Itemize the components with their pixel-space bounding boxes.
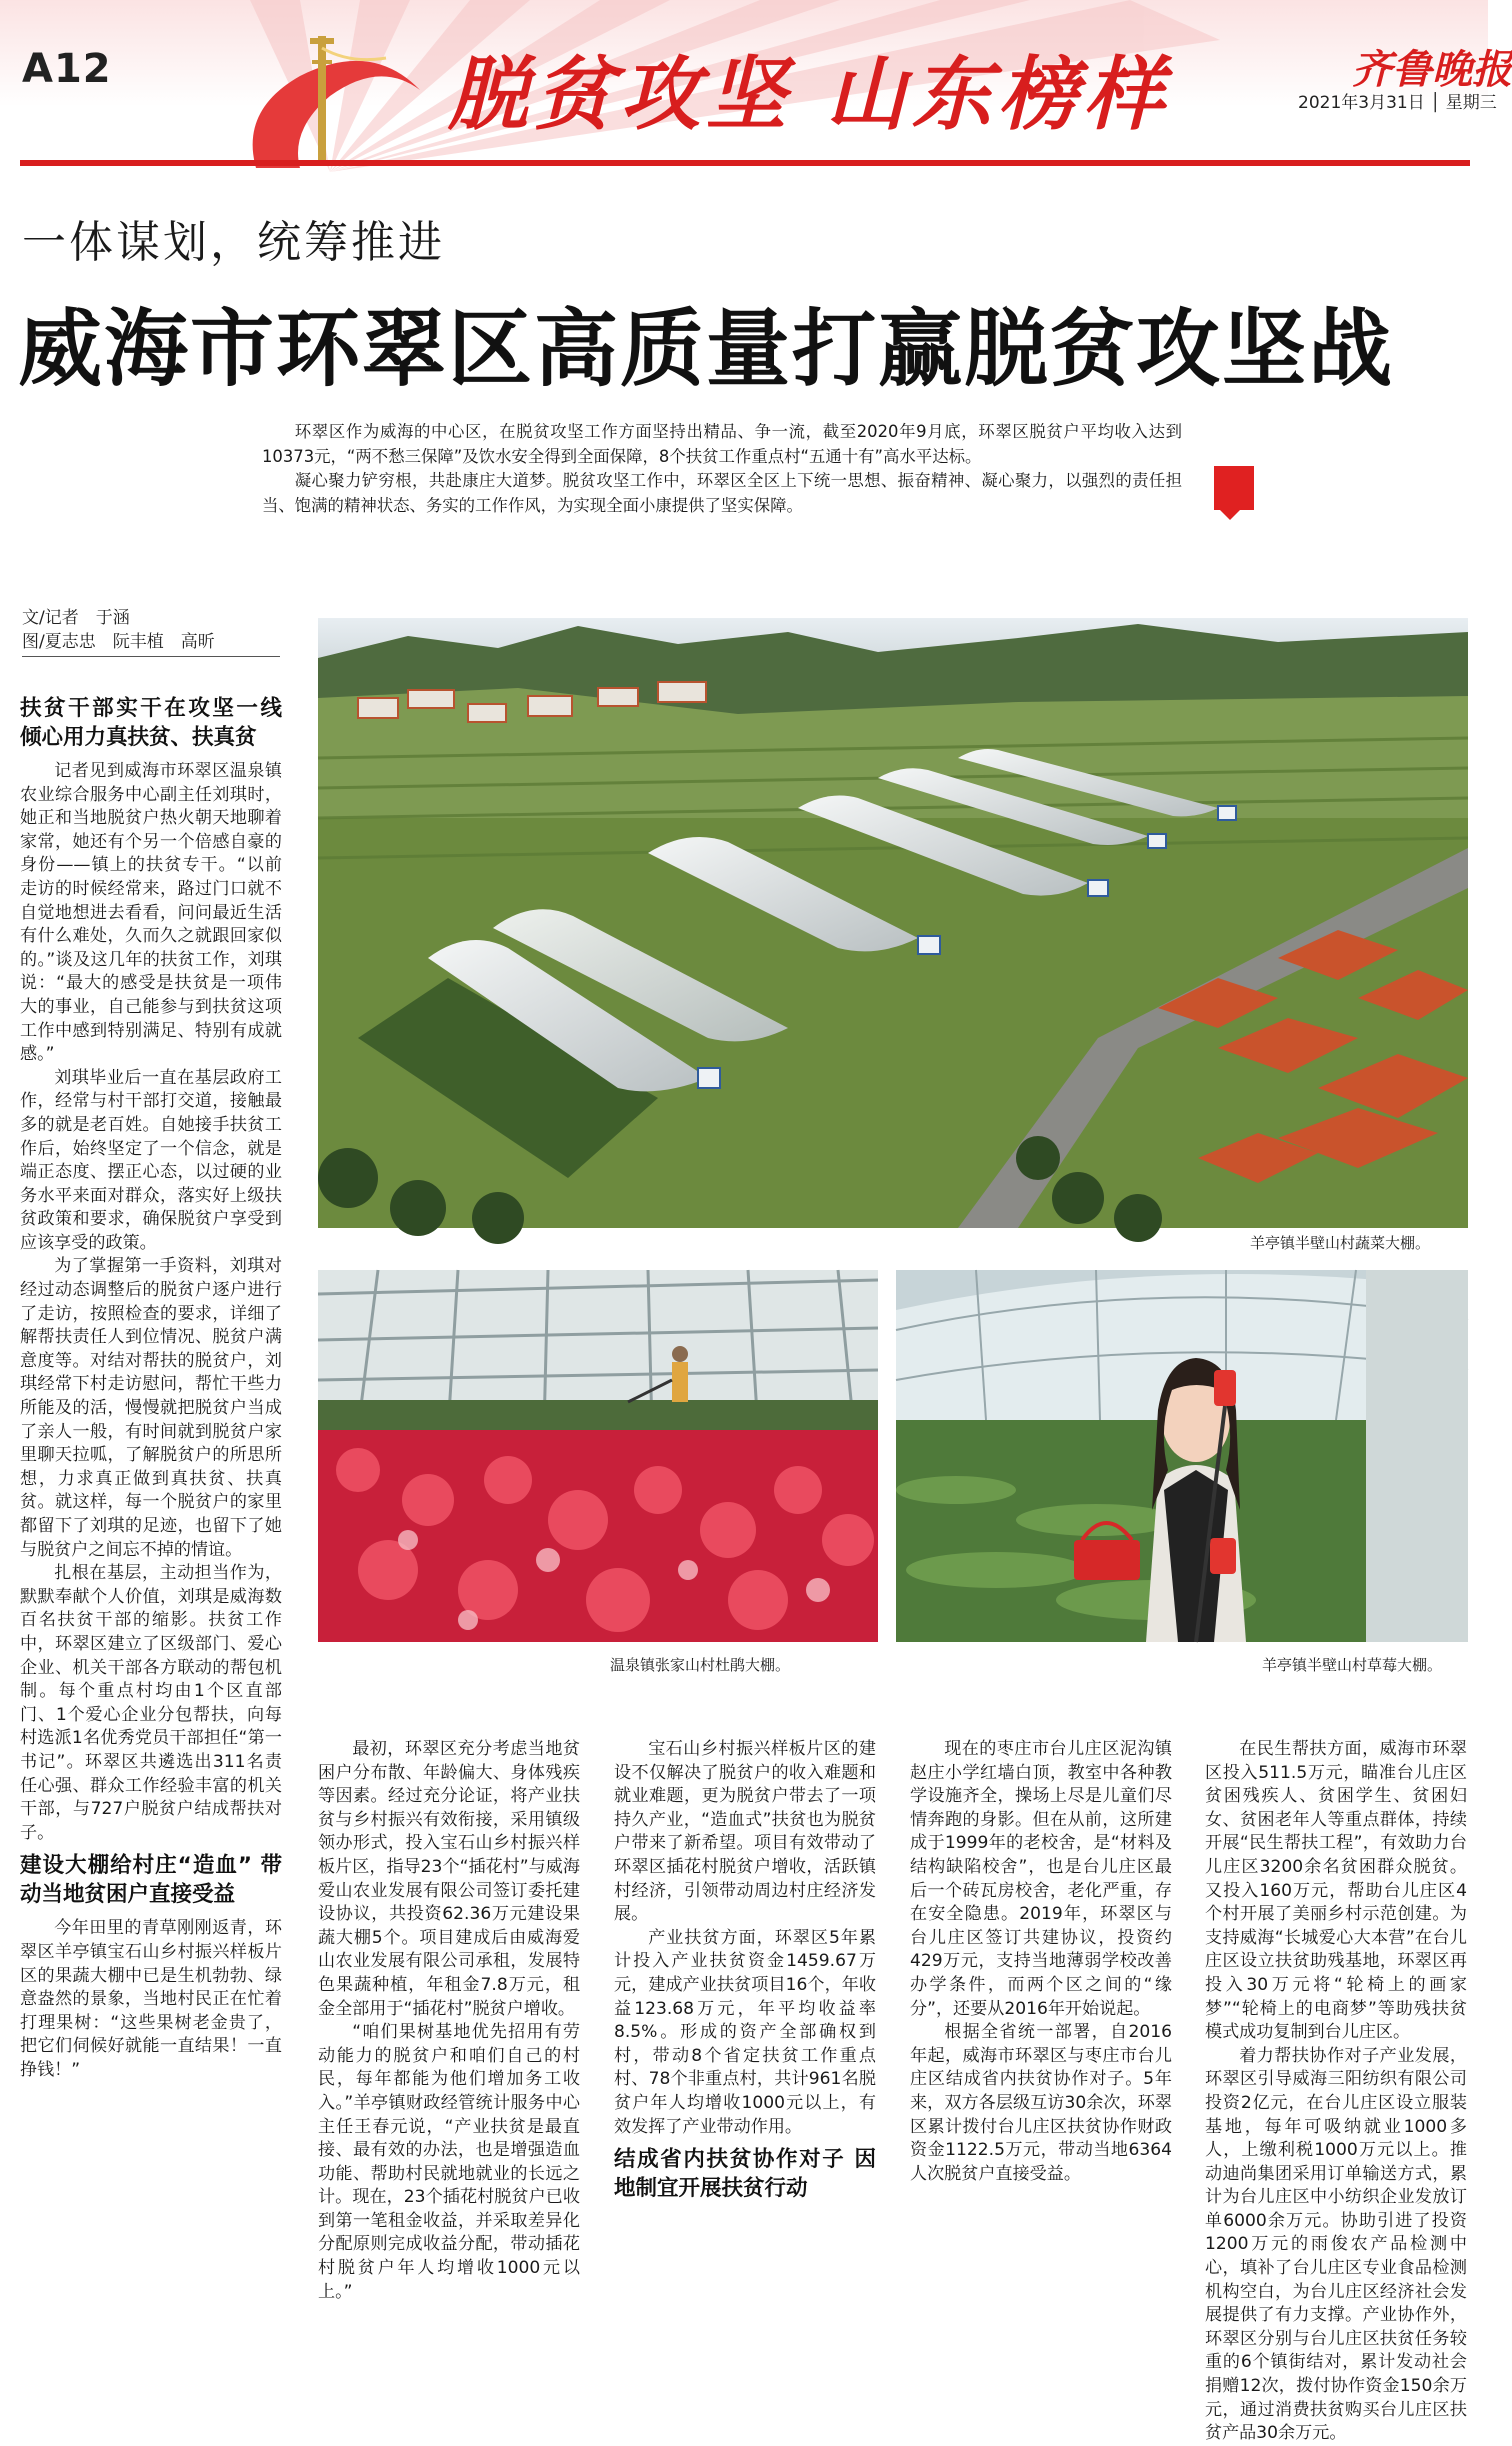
azalea-greenhouse-photo [318, 1270, 878, 1642]
issue-date-separator: │ [1430, 93, 1441, 113]
article-lead [262, 420, 1182, 518]
issue-weekday: 星期三 [1445, 93, 1497, 113]
article-column-bottom-3 [910, 1738, 1172, 2378]
greenhouse-aerial-photo [318, 618, 1468, 1228]
lead-marker-tail [1218, 508, 1242, 520]
phone-icon [1210, 1538, 1236, 1574]
body-paragraph: 今年田里的青草刚刚返青，环翠区羊亭镇宝石山乡村振兴样板片区的果蔬大棚中已是生机勃勃、绿意盎然的景象，当地村民正在忙着打理果树：“这些果树老金贵了，把它们伺候好就能一直结果！一直挣钱！” [20, 1918, 282, 2080]
article-column-left [20, 688, 282, 2368]
section-heading: 结成省内扶贫协作对子 因地制宜开展扶贫行动 [614, 2147, 876, 2202]
section-heading: 建设大棚给村庄“造血” 带动当地贫困户直接受益 [20, 1853, 282, 1908]
strawberry-photo-caption: 羊亭镇半壁山村草莓大棚。 [1262, 1656, 1443, 1674]
issue-date [1298, 88, 1497, 113]
body-paragraph: 现在的枣庄市台儿庄区泥沟镇赵庄小学红墙白顶，教室中各种教学设施齐全，操场上尽是儿童们尽情奔跑的身影。但在从前，这所建成于1999年的老校舍，是“材料及结构缺陷校舍”，也是台儿庄区最后一个砖瓦房校舍，老化严重，存在安全隐患。2019年，环翠区与台儿庄区签订共建协议，投资约429万元，支持当地薄弱学校改善办学条件，而两个区之间的“缘分”，还要从2016年开始说起。 [910, 1739, 1172, 2019]
body-paragraph: 扎根在基层，主动担当作为，默默奉献个人价值，刘琪是威海数百名扶贫干部的缩影。扶贫工作中，环翠区建立了区级部门、爱心企业、机关干部各方联动的帮包机制。每个重点村均由1个区直部门、1个爱心企业分包帮扶，向每村选派1名优秀党员干部担任“第一书记”。环翠区共遴选出311名责任心强、群众工作经验丰富的机关干部，与727户脱贫户结成帮扶对子。 [20, 1563, 282, 1843]
article-credits [22, 606, 282, 654]
strawberry-basket-icon [1074, 1540, 1140, 1580]
byline: 文/记者 于涵 [22, 608, 130, 628]
strawberry-greenhouse-photo [896, 1270, 1468, 1642]
body-paragraph: 产业扶贫方面，环翠区5年累计投入产业扶贫资金1459.67万元，建成产业扶贫项目16个，年收益123.68万元，年平均收益率8.5%。形成的资产全部确权到村，带动8个省定扶贫工作重点村、78个非重点村，共计961名脱贫户年人均增收1000元以上，有效发挥了产业带动作用。 [614, 1927, 876, 2137]
issue-date-text: 2021年3月31日 [1298, 93, 1425, 113]
page-number: A12 [22, 46, 112, 92]
body-paragraph: “咱们果树基地优先招用有劳动能力的脱贫户和咱们自己的村民，每年都能为他们增加务工收入。”羊亭镇财政经管统计服务中心主任王春元说，“产业扶贫是最直接、最有效的办法，也是增强造血功能、帮助村民就地就业的长远之计。现在，23个插花村脱贫户已收到第一笔租金收益，并采取差异化分配原则完成收益分配，带动插花村脱贫户年人均增收1000元以上。” [318, 2022, 580, 2302]
header-rule [20, 160, 1470, 166]
azalea-greenhouse-illustration [318, 1270, 878, 1642]
lead-paragraph: 凝心聚力铲穷根，共赴康庄大道梦。脱贫攻坚工作中，环翠区全区上下统一思想、振奋精神、凝心聚力，以强烈的责任担当、饱满的精神状态、务实的工作作风，为实现全面小康提供了坚实保障。 [262, 471, 1182, 515]
body-paragraph: 记者见到威海市环翠区温泉镇农业综合服务中心副主任刘琪时，她正和当地脱贫户热火朝天地聊着家常，她还有个另一个倍感自豪的身份——镇上的扶贫专干。“以前走访的时候经常来，路过门口就不自觉地想进去看看，问问最近生活有什么难处，久而久之就跟回家似的。”谈及这几年的扶贫工作，刘琪说：“最大的感受是扶贫是一项伟大的事业，自己能参与到扶贫这项工作中感到特别满足、特别有成就感。” [20, 761, 282, 1065]
body-paragraph: 最初，环翠区充分考虑当地贫困户分布散、年龄偏大、身体残疾等因素。经过充分论证，将产业扶贫与乡村振兴有效衔接，采用镇级领办形式，投入宝石山乡村振兴样板片区，指导23个“插花村”与威海爱山农业发展有限公司签订委托建设协议，共投资62.36万元建设果蔬大棚5个。项目建成后由威海爱山农业发展有限公司承租，发展特色果蔬种植，年租金7.8万元，租金全部用于“插花村”脱贫户增收。 [318, 1739, 580, 2019]
flowers-photo-caption: 温泉镇张家山村杜鹃大棚。 [610, 1656, 791, 1674]
article-headline: 威海市环翠区高质量打赢脱贫攻坚战 [18, 300, 1395, 398]
masthead-band [0, 0, 1512, 172]
article-column-bottom-1 [318, 1738, 580, 2378]
main-photo-caption: 羊亭镇半壁山村蔬菜大棚。 [1250, 1234, 1431, 1252]
body-paragraph: 根据全省统一部署，自2016年起，威海市环翠区与枣庄市台儿庄区结成省内扶贫协作对子。5年来，双方各层级互访30余次，环翠区累计拨付台儿庄区扶贫协作财政资金1122.5万元，带动当地6364人次脱贫户直接受益。 [910, 2022, 1172, 2184]
strawberry-greenhouse-illustration [896, 1270, 1468, 1642]
newspaper-name-logo: 齐鲁晚报 [1352, 46, 1512, 93]
photo-credit: 图/夏志忠 阮丰植 高昕 [22, 632, 215, 652]
greenhouse-aerial-illustration [318, 618, 1468, 1228]
article-column-bottom-4 [1205, 1738, 1467, 2444]
section-banner-title: 脱贫攻坚 山东榜样 [448, 47, 1170, 141]
body-paragraph: 刘琪毕业后一直在基层政府工作，经常与村干部打交道，接触最多的就是老百姓。自她接手扶贫工作后，始终坚定了一个信念，就是端正态度、摆正心态，以过硬的业务水平来面对群众，落实好上级扶贫政策和要求，确保脱贫户享受到应该享受的政策。 [20, 1067, 282, 1253]
lead-paragraph: 环翠区作为威海的中心区，在脱贫攻坚工作方面坚持出精品、争一流，截至2020年9月底，环翠区脱贫户平均收入达到10373元，“两不愁三保障”及饮水安全得到全面保障，8个扶贫工作重点村“五通十有”高水平达标。 [262, 422, 1182, 466]
body-paragraph: 在民生帮扶方面，威海市环翠区投入511.5万元，瞄准台儿庄区贫困残疾人、贫困学生、贫困妇女、贫困老年人等重点群体，持续开展“民生帮扶工程”，有效助力台儿庄区3200余名贫困群众脱贫。又投入160万元，帮助台儿庄区4个村开展了美丽乡村示范创建。为支持威海“长城爱心大本营”在台儿庄区设立扶贫助残基地，环翠区再投入30万元将“轮椅上的画家梦”“轮椅上的电商梦”等助残扶贫模式成功复制到台儿庄区。 [1205, 1739, 1467, 2043]
article-kicker: 一体谋划，统筹推进 [22, 217, 445, 268]
credits-rule [22, 656, 280, 657]
lead-marker-square [1214, 466, 1254, 510]
body-paragraph: 为了掌握第一手资料，刘琪对经过动态调整后的脱贫户逐户进行了走访，按照检查的要求，详细了解帮扶责任人到位情况、脱贫户满意度等。对结对帮扶的脱贫户，刘琪经常下村走访慰问，帮忙干些力所能及的活，慢慢就把脱贫户当成了亲人一般，有时间就到脱贫户家里聊天拉呱，了解脱贫户的所思所想，力求真正做到真扶贫、扶真贫。就这样，每一个脱贫户的家里都留下了刘琪的足迹，也留下了她与脱贫户之间忘不掉的情谊。 [20, 1256, 282, 1560]
body-paragraph: 宝石山乡村振兴样板片区的建设不仅解决了脱贫户的收入难题和就业难题，更为脱贫户带去了一项持久产业，“造血式”扶贫也为脱贫户带来了新希望。项目有效带动了环翠区插花村脱贫户增收，活跃镇村经济，引领带动周边村庄经济发展。 [614, 1739, 876, 1925]
section-heading: 扶贫干部实干在攻坚一线 倾心用力真扶贫、扶真贫 [20, 696, 282, 750]
article-column-bottom-2 [614, 1738, 876, 2378]
body-paragraph: 着力帮扶协作对子产业发展，环翠区引导威海三阳纺织有限公司投资2亿元，在台儿庄区设立服装基地，每年可吸纳就业1000多人，上缴利税1000万元以上。推动迪尚集团采用订单输送方式，累计为台儿庄区中小纺织企业发放订单6000余万元。协助引进了投资1200万元的雨俊农产品检测中心，填补了台儿庄区专业食品检测机构空白，为台儿庄区经济社会发展提供了有力支撑。产业协作外，环翠区分别与台儿庄区扶贫任务较重的6个镇街结对，累计发动社会捐赠12次，拨付协作资金150余万元，通过消费扶贫购买台儿庄区扶贫产品30余万元。 [1205, 2045, 1467, 2444]
